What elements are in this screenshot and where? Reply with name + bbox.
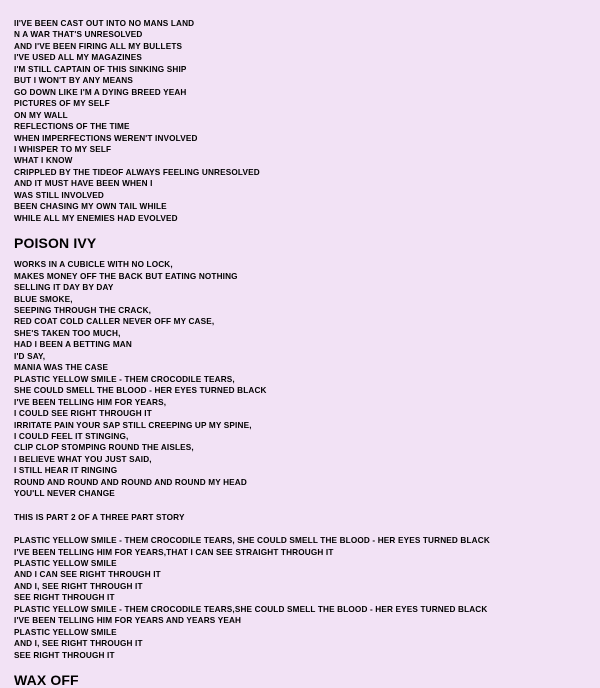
lyric-line: SHE COULD SMELL THE BLOOD - HER EYES TURNED BLACK bbox=[14, 386, 267, 396]
lyric-line: II'VE BEEN CAST OUT INTO NO MANS LAND bbox=[14, 19, 195, 28]
lyric-line: SEE RIGHT THROUGH IT bbox=[14, 593, 115, 603]
lyric-line: MANIA WAS THE CASE bbox=[14, 363, 109, 373]
lyric-line: REFLECTIONS OF THE TIME bbox=[14, 122, 130, 132]
lyric-line: AND I, SEE RIGHT THROUGH IT bbox=[14, 581, 143, 591]
lyric-line: PLASTIC YELLOW SMILE - THEM CROCODILE TEARS, bbox=[14, 374, 235, 384]
lyric-line: I'VE BEEN TELLING HIM FOR YEARS AND YEARS YEAH bbox=[14, 616, 242, 626]
spacer bbox=[14, 661, 586, 673]
lyric-line: WHEN IMPERFECTIONS WEREN'T INVOLVED bbox=[14, 133, 198, 143]
lyrics-block bbox=[14, 535, 586, 661]
lyric-line: SHE'S TAKEN TOO MUCH, bbox=[14, 328, 121, 338]
lyric-line: WHILE ALL MY ENEMIES HAD EVOLVED bbox=[14, 213, 178, 223]
spacer bbox=[14, 250, 586, 259]
lyric-line: N A WAR THAT'S UNRESOLVED bbox=[14, 30, 143, 40]
lyric-line: I'D SAY, bbox=[14, 351, 46, 361]
lyric-line: PLASTIC YELLOW SMILE bbox=[14, 559, 117, 569]
lyric-line: I STILL HEAR IT RINGING bbox=[14, 466, 118, 476]
spacer bbox=[14, 500, 586, 512]
spacer bbox=[14, 224, 586, 236]
spacer bbox=[14, 523, 586, 535]
lyric-line: AND I CAN SEE RIGHT THROUGH IT bbox=[14, 570, 161, 580]
lyric-line: RED COAT COLD CALLER NEVER OFF MY CASE, bbox=[14, 317, 215, 327]
lyrics-block bbox=[14, 259, 586, 500]
lyric-line: HAD I BEEN A BETTING MAN bbox=[14, 340, 132, 350]
lyric-line: PLASTIC YELLOW SMILE bbox=[14, 627, 117, 637]
lyric-line: THIS IS PART 2 OF A THREE PART STORY bbox=[14, 512, 185, 522]
lyric-line: I WHISPER TO MY SELF bbox=[14, 144, 112, 154]
lyric-line: WHAT I KNOW bbox=[14, 156, 73, 166]
lyrics-note bbox=[14, 512, 586, 523]
lyric-line: BLUE SMOKE, bbox=[14, 294, 73, 304]
lyric-line: AND IT MUST HAVE BEEN WHEN I bbox=[14, 179, 153, 189]
section-title-wax-off: WAX OFF bbox=[14, 672, 79, 688]
section-title-poison-ivy: POISON IVY bbox=[14, 235, 97, 252]
lyric-line: I'VE BEEN TELLING HIM FOR YEARS,THAT I CAN SEE STRAIGHT THROUGH IT bbox=[14, 547, 334, 557]
lyric-line: CLIP CLOP STOMPING ROUND THE AISLES, bbox=[14, 443, 194, 453]
lyric-line: SEEPING THROUGH THE CRACK, bbox=[14, 305, 152, 315]
lyric-line: GO DOWN LIKE I'M A DYING BREED YEAH bbox=[14, 87, 187, 97]
lyric-line: BEEN CHASING MY OWN TAIL WHILE bbox=[14, 202, 167, 212]
lyric-line: I'VE BEEN TELLING HIM FOR YEARS, bbox=[14, 397, 167, 407]
lyric-line: IRRITATE PAIN YOUR SAP STILL CREEPING UP MY SPINE, bbox=[14, 420, 252, 430]
lyric-line: WORKS IN A CUBICLE WITH NO LOCK, bbox=[14, 260, 173, 270]
lyric-line: ROUND AND ROUND AND ROUND AND ROUND MY HEAD bbox=[14, 477, 247, 487]
lyric-line: PLASTIC YELLOW SMILE - THEM CROCODILE TEARS,SHE COULD SMELL THE BLOOD - HER EYES TURNED BLACK bbox=[14, 604, 488, 614]
lyrics-block bbox=[14, 18, 586, 224]
lyric-line: PICTURES OF MY SELF bbox=[14, 99, 110, 109]
lyric-line: I'VE USED ALL MY MAGAZINES bbox=[14, 53, 142, 63]
lyric-line: SELLING IT DAY BY DAY bbox=[14, 283, 114, 293]
lyric-line: WAS STILL INVOLVED bbox=[14, 190, 104, 200]
lyric-line: MAKES MONEY OFF THE BACK BUT EATING NOTHING bbox=[14, 271, 238, 281]
lyric-line: ON MY WALL bbox=[14, 110, 68, 120]
lyric-line: PLASTIC YELLOW SMILE - THEM CROCODILE TEARS, SHE COULD SMELL THE BLOOD - HER EYES TURNED BLACK bbox=[14, 536, 490, 546]
lyric-line: I COULD FEEL IT STINGING, bbox=[14, 431, 129, 441]
lyric-line: I BELIEVE WHAT YOU JUST SAID, bbox=[14, 454, 152, 464]
lyric-line: YOU'LL NEVER CHANGE bbox=[14, 489, 115, 499]
lyric-line: CRIPPLED BY THE TIDEOF ALWAYS FEELING UNRESOLVED bbox=[14, 167, 260, 177]
lyric-line: BUT I WON'T BY ANY MEANS bbox=[14, 76, 133, 86]
lyric-line: I'M STILL CAPTAIN OF THIS SINKING SHIP bbox=[14, 64, 187, 74]
lyric-line: I COULD SEE RIGHT THROUGH IT bbox=[14, 409, 152, 419]
lyric-line: AND I'VE BEEN FIRING ALL MY BULLETS bbox=[14, 41, 183, 51]
lyric-line: SEE RIGHT THROUGH IT bbox=[14, 650, 115, 660]
lyric-line: AND I, SEE RIGHT THROUGH IT bbox=[14, 639, 143, 649]
